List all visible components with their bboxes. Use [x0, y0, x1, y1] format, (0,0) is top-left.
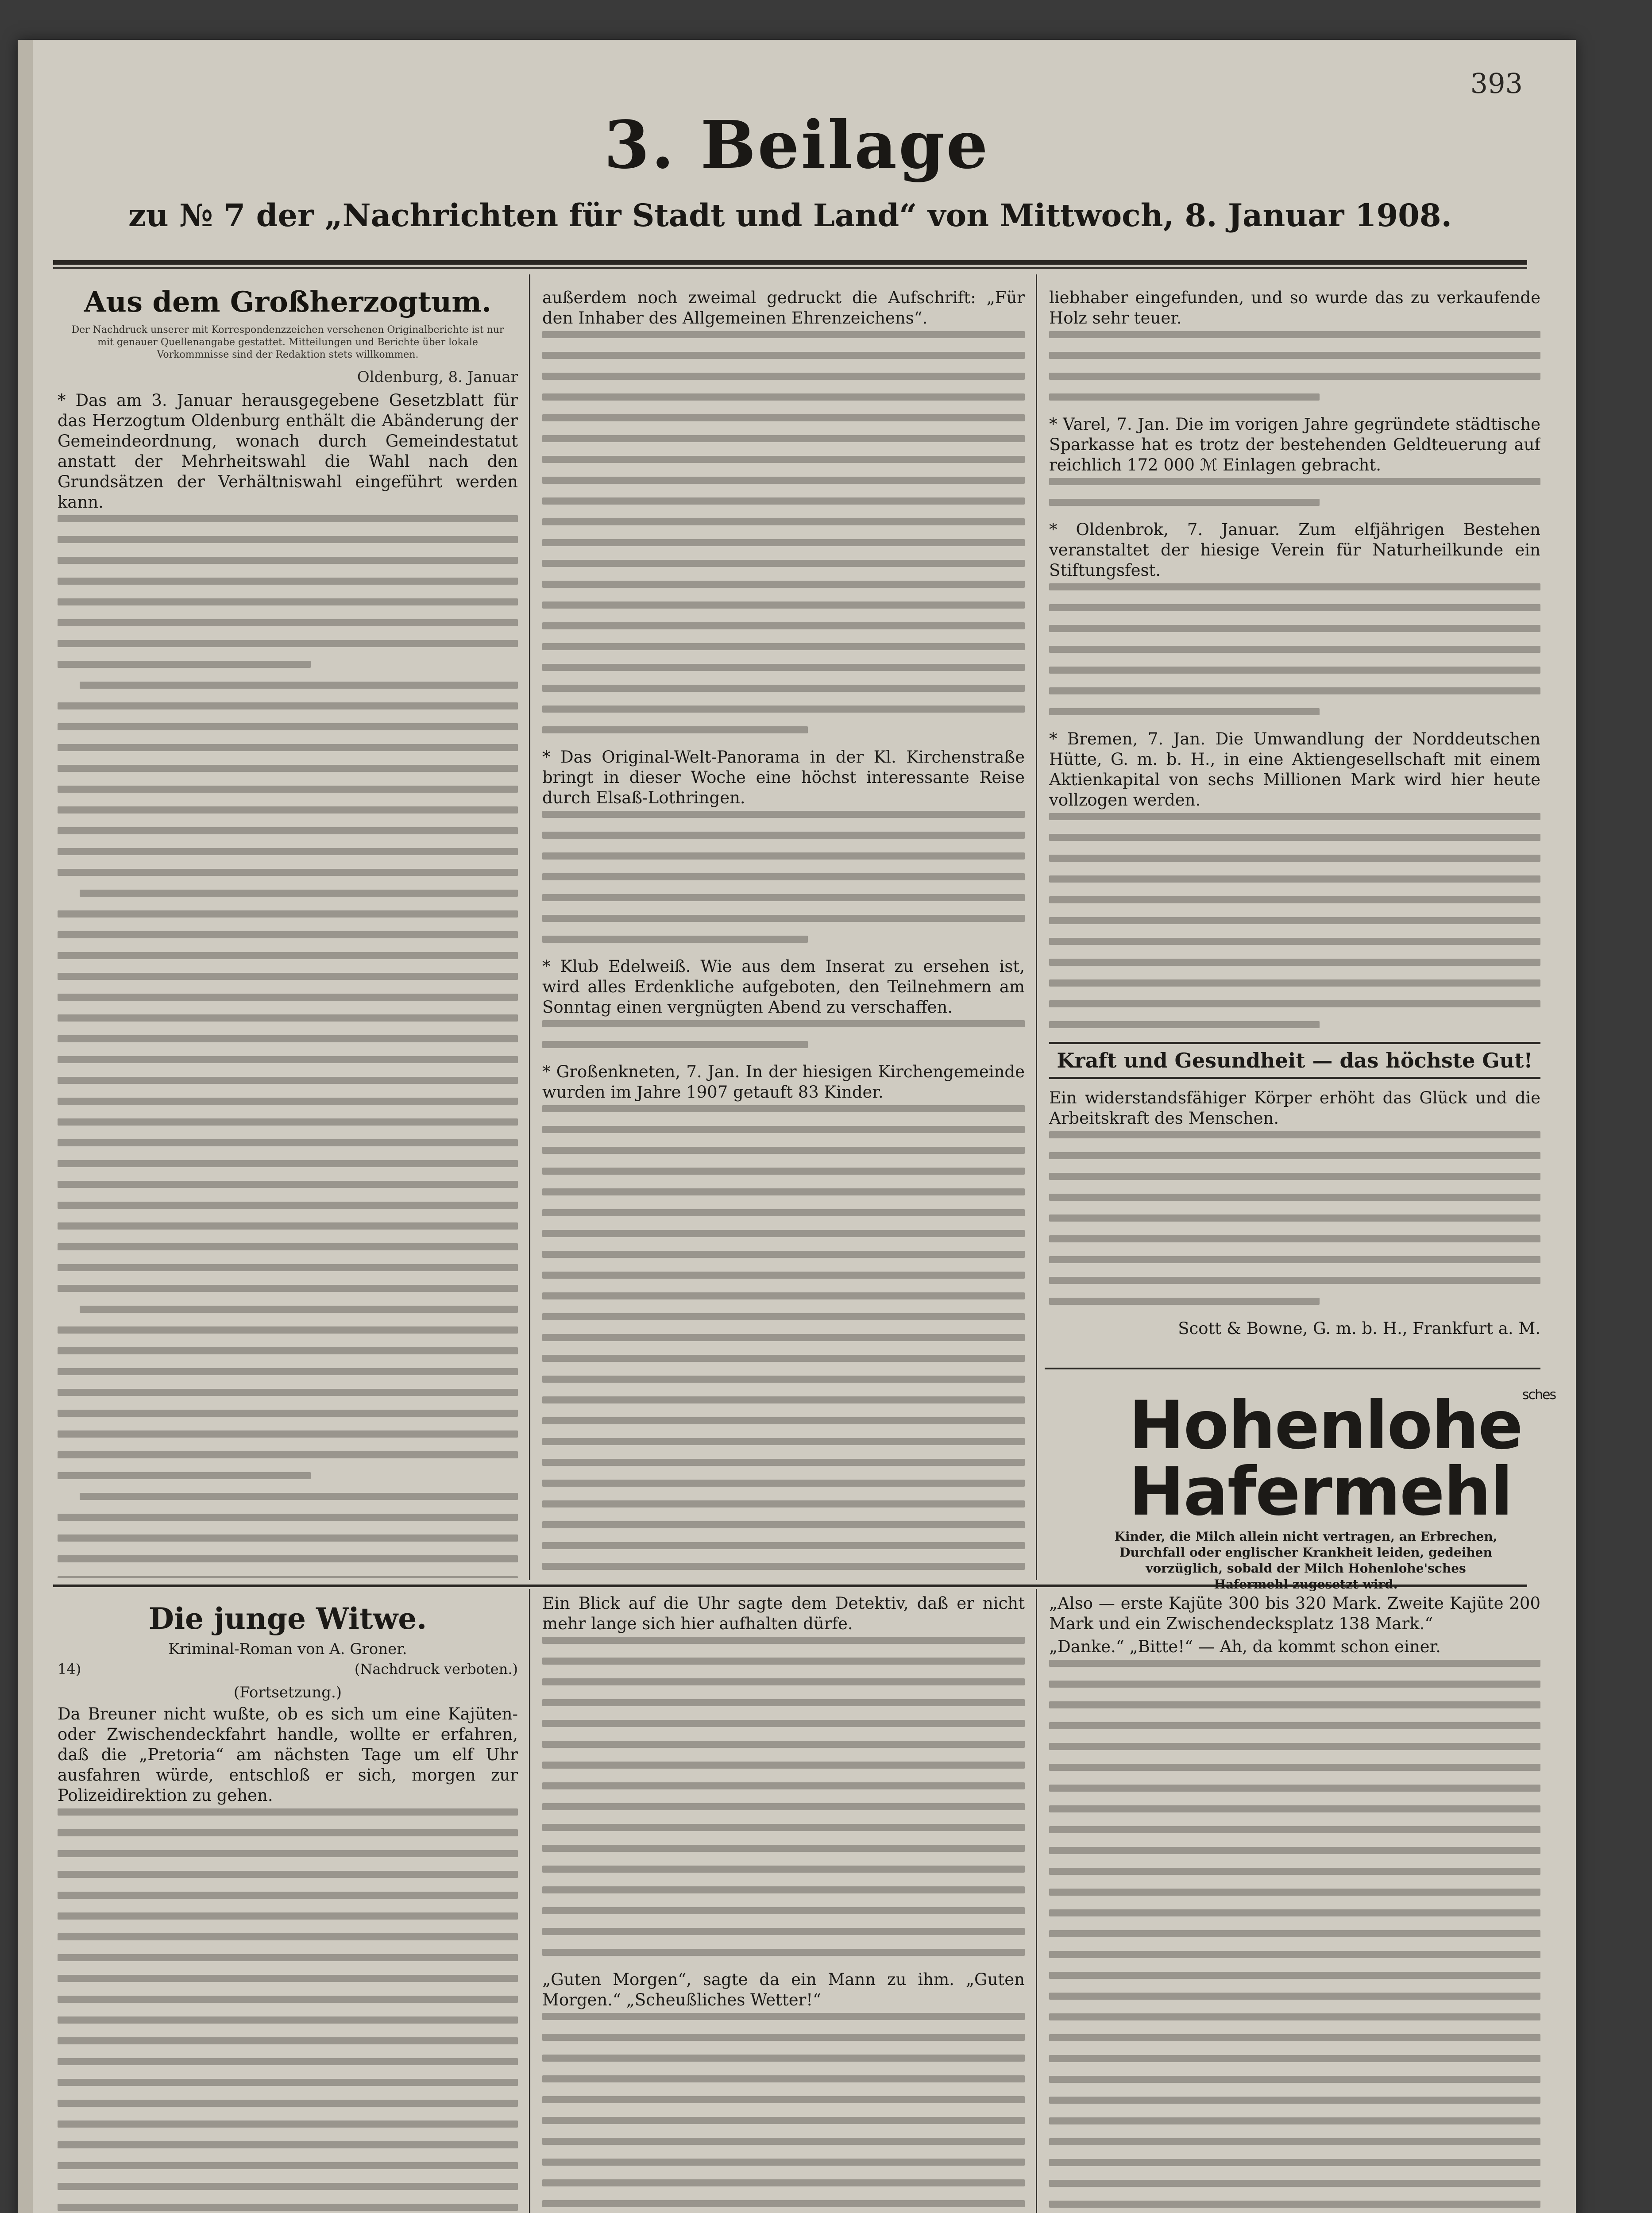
news-item-oldenbrok: * Oldenbrok, 7. Januar. Zum elfjährigen Bestehen veranstaltet der hiesige Verein für Naturheilkunde ein Stiftungsfest.: [1049, 520, 1540, 580]
novel-dialog-col3: „Danke.“ „Bitte!“ — Ah, da kommt schon einer.: [1049, 1637, 1441, 1656]
column-divider: [1036, 1589, 1037, 2213]
novel-dialog-col2: „Guten Morgen“, sagte da ein Mann zu ihm. „Guten Morgen.“ „Scheußliches Wetter!“: [542, 1970, 1025, 2009]
section-heading: Aus dem Großherzogtum.: [84, 285, 492, 319]
column-divider: [529, 1589, 530, 2213]
column-divider: [529, 274, 530, 1580]
column-grossherzogtum: [58, 277, 518, 1578]
masthead-rule: [53, 260, 1527, 265]
newspaper-page: [18, 40, 1576, 2213]
news-item-edelweiss: * Klub Edelweiß. Wie aus dem Inserat zu ersehen ist, wird alles Erdenkliche aufgeboten, den Teilnehmern am Sonntag einen vergnügten Abend zu verschaffen.: [542, 957, 1025, 1017]
news-item-varel: * Varel, 7. Jan. Die im vorigen Jahre gegründete städtische Sparkasse hat es trotz der bestehenden Geldteuerung auf reichlich 172 000 ℳ Einlagen gebracht.: [1049, 415, 1540, 474]
ad-heading-scotts: Kraft und Gesundheit — das höchste Gut!: [1049, 1042, 1540, 1079]
novel-column-2: [542, 1593, 1025, 2213]
article-lead: außerdem noch zweimal gedruckt die Aufschrift: „Für den Inhaber des Allgemeinen Ehrenzeichens“.: [542, 288, 1025, 328]
news-item-bremen: * Bremen, 7. Jan. Die Umwandlung der Norddeutschen Hütte, G. m. b. H., in eine Aktiengesellschaft mit einem Aktienkapital von sechs Millionen Mark wird hier heute vollzogen werden.: [1049, 729, 1540, 810]
page-number: 393: [1470, 67, 1523, 100]
reprint-notice: Der Nachdruck unserer mit Korrespondenzzeichen versehenen Originalberichte ist nur mit genauer Quellenangabe gestattet. Mitteilungen und Berichte über lokale Vorkommnisse sind der Redaktion stets willkommen.: [71, 324, 504, 360]
installment-number: 14): [58, 1661, 81, 1677]
supplement-title: 3. Beilage: [604, 106, 990, 183]
advert-brand: Hohenlohe$^{sches}$: [1129, 1387, 1556, 1464]
ad-text-scotts: Ein widerstandsfähiger Körper erhöht das Glück und die Arbeitskraft des Menschen.: [1049, 1088, 1540, 1128]
ad-signature: Scott & Bowne, G. m. b. H., Frankfurt a. M.: [1178, 1319, 1540, 1338]
advert-brand-line2: Hafermehl: [1129, 1453, 1512, 1531]
novel-text-lead: Da Breuner nicht wußte, ob es sich um eine Kajüten- oder Zwischendeckfahrt handle, wollte er erfahren, daß die „Pretoria“ am nächsten Tage um elf Uhr ausfahren würde, entschloß er sich, morgen zur Polizeidirektion zu gehen.: [58, 1704, 518, 1805]
advert-hafermehl: [1045, 1368, 1556, 1592]
continued-label: (Fortsetzung.): [233, 1684, 342, 1701]
news-item-panorama: * Das Original-Welt-Panorama in der Kl. Kirchenstraße bringt in dieser Woche eine höchst interessante Reise durch Elsaß-Lothringen.: [542, 748, 1025, 807]
supplement-subtitle: zu № 7 der „Nachrichten für Stadt und Land“ von Mittwoch, 8. Januar 1908.: [128, 197, 1452, 234]
novel-column-3: [1049, 1593, 1540, 2213]
novel-column-1: [58, 1589, 518, 2213]
reprint-notice: (Nachdruck verboten.): [354, 1661, 518, 1677]
advert-copy: Kinder, die Milch allein nicht vertragen, an Erbrechen, Durchfall oder englischer Krankheit leiden, gedeihen vorzüglich, sobald der Milch Hohenlohe'sches Hafermehl zugesetzt wird.: [1114, 1529, 1498, 1592]
article-text: [58, 515, 518, 1578]
news-item-grossenkneten: * Großenkneten, 7. Jan. In der hiesigen Kirchengemeinde wurden im Jahre 1907 getauft 83 Kinder.: [542, 1062, 1025, 1102]
column-divider: [1036, 274, 1037, 1580]
article-text: [542, 331, 1025, 733]
article-lead: * Das am 3. Januar herausgegebene Gesetzblatt für das Herzogtum Oldenburg enthält die Abänderung der Gemeindeordnung, wonach durch Gemeindestatut anstatt der Mehrheitswahl die Wahl nach den Grundsätzen der Verhältniswahl eingeführt werden kann.: [58, 391, 518, 512]
dateline: Oldenburg, 8. Januar: [357, 368, 518, 386]
page-edge: [18, 40, 33, 2213]
article-lead: liebhaber eingefunden, und so wurde das zu verkaufende Holz sehr teuer.: [1049, 288, 1540, 328]
novel-text-col2: Ein Blick auf die Uhr sagte dem Detektiv, daß er nicht mehr lange sich hier aufhalten dürfe.: [542, 1594, 1025, 1633]
column-local-news: [542, 288, 1025, 1576]
novel-byline: Kriminal-Roman von A. Groner.: [168, 1640, 407, 1658]
novel-text-col3: „Also — erste Kajüte 300 bis 320 Mark. Zweite Kajüte 200 Mark und ein Zwischendecksplatz 138 Mark.“: [1049, 1594, 1540, 1633]
masthead-rule-thin: [53, 267, 1527, 269]
column-regional-news: [1049, 288, 1540, 1359]
novel-title: Die junge Witwe.: [148, 1601, 427, 1636]
